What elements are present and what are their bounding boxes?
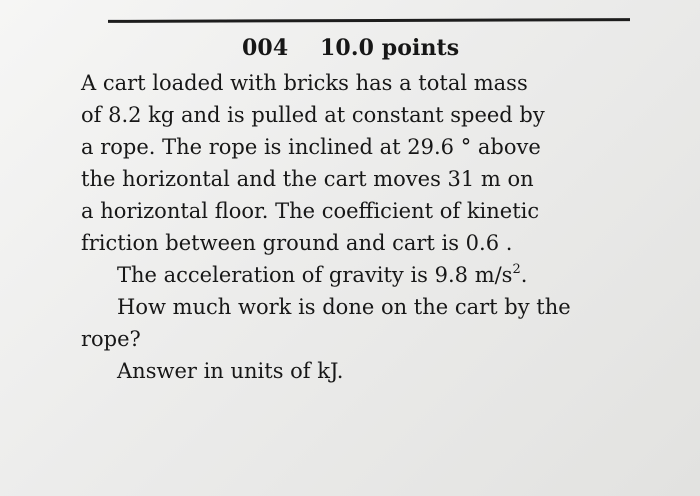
answer-prompt: Answer in units of kJ. <box>117 359 344 383</box>
problem-line-3: a rope. The rope is inclined at 29.6 ° above <box>81 135 541 159</box>
problem-line-5: a horizontal floor. The coefficient of kinetic <box>81 199 540 223</box>
problem-line-1: A cart loaded with bricks has a total mass <box>81 71 528 95</box>
question-line-2: rope? <box>81 327 141 351</box>
problem-line-2: of 8.2 kg and is pulled at constant speed by <box>81 103 545 127</box>
problem-text <box>81 67 651 387</box>
problem-line-4: the horizontal and the cart moves 31 m on <box>81 167 534 191</box>
problem-number: 004 <box>242 35 289 61</box>
question-line-1: How much work is done on the cart by the <box>117 295 571 319</box>
gravity-text: The acceleration of gravity is 9.8 m/s <box>117 263 513 287</box>
gravity-suffix: . <box>520 263 528 287</box>
gravity-exponent: 2 <box>512 262 521 277</box>
gravity-line <box>81 259 651 291</box>
top-divider <box>108 18 630 23</box>
problem-points: 10.0 points <box>320 35 460 61</box>
problem-line-6: friction between ground and cart is 0.6 . <box>81 231 513 255</box>
problem-header <box>242 35 459 61</box>
